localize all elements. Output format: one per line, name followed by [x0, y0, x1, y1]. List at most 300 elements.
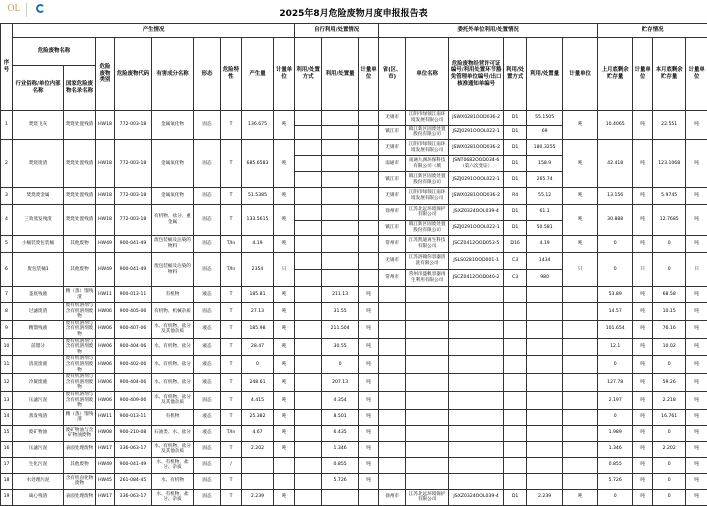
- this-stock-cell: 22.551: [653, 111, 686, 140]
- self-qty-cell: [322, 205, 359, 221]
- table-row: [1, 320, 707, 338]
- national-name-cell: 废有机溶剂与含有机溶剂废物: [64, 391, 96, 409]
- unit-cell: 吨: [274, 320, 295, 338]
- unit-cell: 吨: [274, 338, 295, 356]
- province-cell: 镇江市: [379, 172, 406, 188]
- out-unit-cell: [563, 391, 598, 409]
- national-name-cell: 焚烧处置残渣: [64, 188, 96, 205]
- hazard-cell: T: [221, 140, 242, 188]
- last-stock-cell: 0: [598, 236, 633, 253]
- last-stock-cell: 14.57: [598, 303, 633, 321]
- self-qty-cell: [322, 489, 359, 505]
- out-qty-cell: 69: [527, 125, 563, 140]
- province-cell: 无锡市: [379, 111, 406, 126]
- unit-cell: 只: [274, 253, 295, 287]
- self-method-cell: [295, 489, 322, 505]
- this-stock-cell: 0: [653, 236, 686, 253]
- license-cell: JSZJ0291OOOL022-1: [449, 172, 504, 188]
- common-name-cell: 压滤污泥: [13, 391, 64, 409]
- amount-cell: 685.6583: [242, 140, 274, 188]
- category-cell: HW45: [96, 473, 115, 489]
- seq-cell: 14: [1, 409, 13, 425]
- seq-cell: 4: [1, 205, 13, 236]
- out-method-cell: D1: [504, 220, 527, 236]
- hazard-cell: T: [221, 391, 242, 409]
- out-method-cell: [504, 356, 527, 374]
- self-qty-cell: 5.726: [322, 473, 359, 489]
- seq-cell: 12: [1, 374, 13, 392]
- company-cell: [406, 391, 449, 409]
- out-method-cell: D1: [504, 489, 527, 505]
- self-unit-cell: 吨: [359, 409, 379, 425]
- amount-cell: 185.81: [242, 287, 274, 303]
- harmful-cell: 有机物: [152, 287, 194, 303]
- out-qty-cell: 265.74: [527, 172, 563, 188]
- storage-unit-cell: 吨: [686, 287, 707, 303]
- harmful-cell: 水、有机物、盐分及其他杂质: [152, 441, 194, 457]
- company-cell: [406, 374, 449, 392]
- this-stock-cell: 76.16: [653, 320, 686, 338]
- form-cell: 液态: [194, 425, 221, 441]
- code-cell: 900-013-11: [115, 287, 152, 303]
- header-hazard: 危险特性: [221, 38, 242, 111]
- out-unit-cell: 吨: [563, 188, 598, 205]
- header-seq: 序号: [1, 24, 13, 111]
- company-cell: [406, 457, 449, 473]
- unit-cell: 吨: [274, 441, 295, 457]
- storage-unit-cell: 吨: [686, 457, 707, 473]
- last-stock-cell: 2.197: [598, 391, 633, 409]
- form-cell: 液态: [194, 374, 221, 392]
- license-cell: JSWX0281OOD036-2: [449, 140, 504, 156]
- self-method-cell: [295, 457, 322, 473]
- storage-unit-cell: 吨: [686, 441, 707, 457]
- form-cell: 固态: [194, 489, 221, 505]
- out-qty-cell: [527, 391, 563, 409]
- province-cell: 徐州市: [379, 489, 406, 505]
- category-cell: HW49: [96, 253, 115, 287]
- common-name-cell: 焚烧废渣: [13, 140, 64, 188]
- harmful-cell: 水、有机物、盐分及其他杂质: [152, 391, 194, 409]
- out-qty-cell: [527, 303, 563, 321]
- out-qty-cell: [527, 425, 563, 441]
- unit-cell: 吨: [274, 188, 295, 205]
- license-cell: [449, 441, 504, 457]
- hazard-cell: T: [221, 188, 242, 205]
- license-cell: [449, 287, 504, 303]
- license-cell: JSLS0281OOD001-1: [449, 253, 504, 270]
- self-qty-cell: [322, 111, 359, 126]
- out-method-cell: [504, 409, 527, 425]
- self-method-cell: [295, 374, 322, 392]
- hazardous-waste-report-table: [0, 23, 707, 506]
- storage-unit-cell: 吨: [686, 473, 707, 489]
- license-cell: JSCZ0412OOD040-2: [449, 270, 504, 287]
- national-name-cell: 废有机溶剂与含有机溶剂废物: [64, 303, 96, 321]
- common-name-cell: 蒸发残渣: [13, 409, 64, 425]
- self-method-cell: [295, 140, 322, 156]
- self-qty-cell: [322, 125, 359, 140]
- header-form: 形态: [194, 38, 221, 111]
- code-cell: 261-084-45: [115, 473, 152, 489]
- self-unit-cell: [359, 205, 379, 221]
- code-cell: 900-404-06: [115, 374, 152, 392]
- form-cell: 液态: [194, 287, 221, 303]
- common-name-cell: 焚烧飞灰: [13, 111, 64, 140]
- code-cell: 900-210-08: [115, 425, 152, 441]
- company-cell: 江苏北远环境保护有限公司: [406, 205, 449, 221]
- header-company: 单位名称: [406, 38, 449, 111]
- this-stock-cell: 0: [653, 457, 686, 473]
- last-stock-cell: 12.1: [598, 338, 633, 356]
- code-cell: 900-013-11: [115, 409, 152, 425]
- table-row: [1, 205, 707, 221]
- company-cell: 江阴市绿领江南环境发展有限公司: [406, 188, 449, 205]
- province-cell: 无锡市: [379, 188, 406, 205]
- company-cell: [406, 473, 449, 489]
- self-qty-cell: [322, 270, 359, 287]
- self-unit-cell: [359, 156, 379, 172]
- common-name-cell: 生化污泥: [13, 457, 64, 473]
- self-qty-cell: [322, 220, 359, 236]
- seq-cell: 9: [1, 320, 13, 338]
- code-cell: 336-063-17: [115, 489, 152, 505]
- license-cell: [449, 457, 504, 473]
- hazard-cell: T: [221, 441, 242, 457]
- storage-unit-cell: 吨: [633, 303, 653, 321]
- national-name-cell: 废有机溶剂与含有机溶剂废物: [64, 356, 96, 374]
- storage-unit-cell: 吨: [633, 320, 653, 338]
- national-name-cell: 其他废物: [64, 253, 96, 287]
- storage-unit-cell: 吨: [633, 391, 653, 409]
- license-cell: JSWX0281OOD036-2: [449, 111, 504, 126]
- this-stock-cell: 123.1068: [653, 140, 686, 188]
- table-row: [1, 374, 707, 392]
- last-stock-cell: 127.78: [598, 374, 633, 392]
- hazard-cell: T: [221, 111, 242, 140]
- out-qty-cell: 158.9: [527, 156, 563, 172]
- national-name-cell: 焚烧处置残渣: [64, 111, 96, 140]
- form-cell: 固态: [194, 441, 221, 457]
- license-cell: JSXZ0324OOL039-4: [449, 205, 504, 221]
- license-cell: [449, 425, 504, 441]
- self-qty-cell: [322, 253, 359, 270]
- out-method-cell: [504, 457, 527, 473]
- amount-cell: 28.47: [242, 338, 274, 356]
- this-stock-cell: 0: [653, 253, 686, 287]
- hazard-cell: T: [221, 320, 242, 338]
- storage-unit-cell: 吨: [633, 188, 653, 205]
- province-cell: [379, 441, 406, 457]
- table-row: [1, 489, 707, 505]
- self-qty-cell: 31.55: [322, 303, 359, 321]
- header-produce: 产生情况: [13, 24, 295, 38]
- out-unit-cell: 吨: [563, 236, 598, 253]
- storage-unit-cell: 吨: [633, 489, 653, 505]
- self-method-cell: [295, 156, 322, 172]
- out-unit-cell: [563, 473, 598, 489]
- province-cell: 常州市: [379, 270, 406, 287]
- out-method-cell: [504, 287, 527, 303]
- table-row: [1, 287, 707, 303]
- storage-unit-cell: 吨: [633, 287, 653, 303]
- self-method-cell: [295, 303, 322, 321]
- common-name-cell: 过滤废渣: [13, 303, 64, 321]
- national-name-cell: 表面处理废物: [64, 489, 96, 505]
- category-cell: HW18: [96, 111, 115, 140]
- code-cell: 900-404-06: [115, 338, 152, 356]
- self-method-cell: [295, 356, 322, 374]
- common-name-cell: 冷凝废液: [13, 374, 64, 392]
- national-name-cell: 废有机溶剂与含有机溶剂废物: [64, 320, 96, 338]
- storage-unit-cell: 吨: [633, 111, 653, 140]
- self-method-cell: [295, 236, 322, 253]
- header-out-qty: 利用/处置量: [527, 38, 563, 111]
- header-harmful: 有害成分名称: [152, 38, 194, 111]
- common-name-cell: 前馏分: [13, 338, 64, 356]
- license-cell: JSCZ0412OOD053-5: [449, 236, 504, 253]
- header-out-method: 利用/处置方式: [504, 38, 527, 111]
- self-qty-cell: 8.501: [322, 409, 359, 425]
- self-method-cell: [295, 441, 322, 457]
- self-qty-cell: 211.504: [322, 320, 359, 338]
- form-cell: 固态: [194, 188, 221, 205]
- this-stock-cell: 0: [653, 489, 686, 505]
- self-unit-cell: [359, 270, 379, 287]
- out-qty-cell: [527, 356, 563, 374]
- seq-cell: 11: [1, 356, 13, 374]
- category-cell: HW17: [96, 489, 115, 505]
- license-cell: JSXZ0324OOL039-4: [449, 489, 504, 505]
- province-cell: [379, 356, 406, 374]
- company-cell: 常州市盛帆容器再生利用有限公司: [406, 270, 449, 287]
- province-cell: [379, 374, 406, 392]
- header-out-unit: 计量单位: [563, 38, 598, 111]
- header-storage: 贮存情况: [598, 24, 707, 38]
- hazard-cell: T: [221, 287, 242, 303]
- category-cell: HW17: [96, 441, 115, 457]
- storage-unit-cell: 吨: [686, 111, 707, 140]
- storage-unit-cell: 只: [686, 253, 707, 287]
- this-stock-cell: 68.58: [653, 287, 686, 303]
- last-stock-cell: 0.855: [598, 457, 633, 473]
- out-unit-cell: [563, 303, 598, 321]
- license-cell: [449, 338, 504, 356]
- out-unit-cell: [563, 409, 598, 425]
- company-cell: 江苏洛翰你容器清洗有限公司: [406, 253, 449, 270]
- code-cell: 900-405-06: [115, 303, 152, 321]
- seq-cell: 2: [1, 140, 13, 188]
- amount-cell: 185.98: [242, 320, 274, 338]
- out-unit-cell: 吨: [563, 205, 598, 236]
- storage-unit-cell: 吨: [686, 205, 707, 236]
- header-waste-name: 危险废物名称: [13, 38, 96, 66]
- form-cell: 固态: [194, 253, 221, 287]
- header-last-stock: 上月底剩余贮存量: [598, 38, 633, 111]
- common-name-cell: 清洗废液: [13, 356, 64, 374]
- storage-unit-cell: 吨: [686, 236, 707, 253]
- out-method-cell: [504, 320, 527, 338]
- unit-cell: 吨: [274, 391, 295, 409]
- header-self-unit: 计量单位: [359, 38, 379, 111]
- seq-cell: 17: [1, 457, 13, 473]
- company-cell: 江阴市绿领江南环境发展有限公司: [406, 111, 449, 126]
- province-cell: [379, 303, 406, 321]
- table-row: [1, 473, 707, 489]
- self-unit-cell: 吨: [359, 356, 379, 374]
- company-cell: 江阴市绿领江南环境发展有限公司: [406, 140, 449, 156]
- company-cell: [406, 356, 449, 374]
- amount-cell: 2.202: [242, 441, 274, 457]
- harmful-cell: 水、有机物、盐分及其他杂质: [152, 320, 194, 338]
- out-qty-cell: [527, 457, 563, 473]
- harmful-cell: 金属氧化物: [152, 188, 194, 205]
- last-stock-cell: 10.4065: [598, 111, 633, 140]
- out-unit-cell: [563, 425, 598, 441]
- storage-unit-cell: 吨: [686, 391, 707, 409]
- self-qty-cell: 207.13: [322, 374, 359, 392]
- this-stock-cell: 0: [653, 356, 686, 374]
- seq-cell: 8: [1, 303, 13, 321]
- out-method-cell: D16: [504, 236, 527, 253]
- amount-cell: 0: [242, 356, 274, 374]
- out-qty-cell: 1434: [527, 253, 563, 270]
- common-name-cell: 焚烧废金属: [13, 188, 64, 205]
- self-method-cell: [295, 188, 322, 205]
- amount-cell: 2354: [242, 253, 274, 287]
- table-row: [1, 303, 707, 321]
- out-qty-cell: 55.12: [527, 188, 563, 205]
- this-stock-cell: 0: [653, 473, 686, 489]
- self-unit-cell: [359, 236, 379, 253]
- self-method-cell: [295, 320, 322, 338]
- out-unit-cell: [563, 441, 598, 457]
- company-cell: [406, 441, 449, 457]
- seq-cell: 13: [1, 391, 13, 409]
- province-cell: 镇江市: [379, 125, 406, 140]
- seq-cell: 15: [1, 425, 13, 441]
- amount-cell: 136.675: [242, 111, 274, 140]
- out-qty-cell: [527, 441, 563, 457]
- license-cell: [449, 320, 504, 338]
- last-stock-cell: 53.89: [598, 287, 633, 303]
- storage-unit-cell: 吨: [633, 236, 653, 253]
- company-cell: [406, 338, 449, 356]
- header-storage-unit-2: 计量单位: [686, 38, 707, 111]
- out-method-cell: C3: [504, 270, 527, 287]
- hazard-cell: T: [221, 356, 242, 374]
- last-stock-cell: 1.346: [598, 441, 633, 457]
- storage-unit-cell: 吨: [633, 409, 653, 425]
- harmful-cell: 有机物、盐分、重金属: [152, 205, 194, 236]
- common-name-cell: 三效蒸发残渣: [13, 205, 64, 236]
- self-qty-cell: 211.13: [322, 287, 359, 303]
- self-unit-cell: 吨: [359, 441, 379, 457]
- header-unit: 计量单位: [274, 38, 295, 111]
- license-cell: [449, 303, 504, 321]
- out-unit-cell: 吨: [563, 140, 598, 188]
- out-qty-cell: [527, 320, 563, 338]
- amount-cell: 4.67: [242, 425, 274, 441]
- self-unit-cell: 吨: [359, 457, 379, 473]
- company-cell: [406, 425, 449, 441]
- last-stock-cell: 101.654: [598, 320, 633, 338]
- province-cell: [379, 320, 406, 338]
- harmful-cell: 石油类、水、盐分: [152, 425, 194, 441]
- this-stock-cell: 10.02: [653, 338, 686, 356]
- self-unit-cell: 吨: [359, 303, 379, 321]
- self-method-cell: [295, 338, 322, 356]
- code-cell: 900-407-06: [115, 320, 152, 338]
- unit-cell: 吨: [274, 409, 295, 425]
- license-cell: [449, 374, 504, 392]
- this-stock-cell: 5.9745: [653, 188, 686, 205]
- harmful-cell: 水、有机物、盐分: [152, 338, 194, 356]
- amount-cell: 248.61: [242, 374, 274, 392]
- table-row: [1, 409, 707, 425]
- self-qty-cell: 0: [322, 356, 359, 374]
- self-unit-cell: [359, 125, 379, 140]
- self-unit-cell: 吨: [359, 320, 379, 338]
- form-cell: 固态: [194, 457, 221, 473]
- out-method-cell: C3: [504, 253, 527, 270]
- out-qty-cell: 4.19: [527, 236, 563, 253]
- this-stock-cell: 16.761: [653, 409, 686, 425]
- table-row: [1, 441, 707, 457]
- license-cell: [449, 391, 504, 409]
- self-method-cell: [295, 425, 322, 441]
- code-cell: 900-402-06: [115, 356, 152, 374]
- header-outsource: 委托外单位利用/处置情况: [379, 24, 598, 38]
- header-self-qty: 利用/处置量: [322, 38, 359, 111]
- common-name-cell: 精馏残液: [13, 320, 64, 338]
- out-method-cell: [504, 473, 527, 489]
- license-cell: [449, 356, 504, 374]
- last-stock-cell: 5.726: [598, 473, 633, 489]
- province-cell: 南通市: [379, 156, 406, 172]
- code-cell: 772-003-18: [115, 111, 152, 140]
- category-cell: HW06: [96, 320, 115, 338]
- out-qty-cell: [527, 374, 563, 392]
- harmful-cell: 水、有机物: [152, 473, 194, 489]
- self-qty-cell: [322, 156, 359, 172]
- hazard-cell: T: [221, 374, 242, 392]
- company-cell: 镇江新区固废处置股份有限公司: [406, 220, 449, 236]
- common-name-cell: 废矿物油: [13, 425, 64, 441]
- out-method-cell: [504, 338, 527, 356]
- seq-cell: 19: [1, 489, 13, 505]
- last-stock-cell: 0: [598, 489, 633, 505]
- company-cell: 镇江新区固废处置股份有限公司: [406, 172, 449, 188]
- storage-unit-cell: 吨: [686, 356, 707, 374]
- common-name-cell: 压滤污泥: [13, 441, 64, 457]
- last-stock-cell: 0: [598, 356, 633, 374]
- category-cell: HW18: [96, 140, 115, 188]
- harmful-cell: 有机物、机械杂质: [152, 303, 194, 321]
- header-self-method: 利用/处置方式: [295, 38, 322, 111]
- company-cell: 江苏凯迪再生科技有限公司: [406, 236, 449, 253]
- last-stock-cell: 30.888: [598, 205, 633, 236]
- code-cell: 772-003-18: [115, 140, 152, 188]
- hazard-cell: T/In: [221, 236, 242, 253]
- header-amount: 产生量: [242, 38, 274, 111]
- hazard-cell: T: [221, 409, 242, 425]
- self-unit-cell: 吨: [359, 287, 379, 303]
- amount-cell: 51.5385: [242, 188, 274, 205]
- harmful-cell: 金属氧化物: [152, 140, 194, 188]
- out-method-cell: D1: [504, 172, 527, 188]
- seq-cell: 7: [1, 287, 13, 303]
